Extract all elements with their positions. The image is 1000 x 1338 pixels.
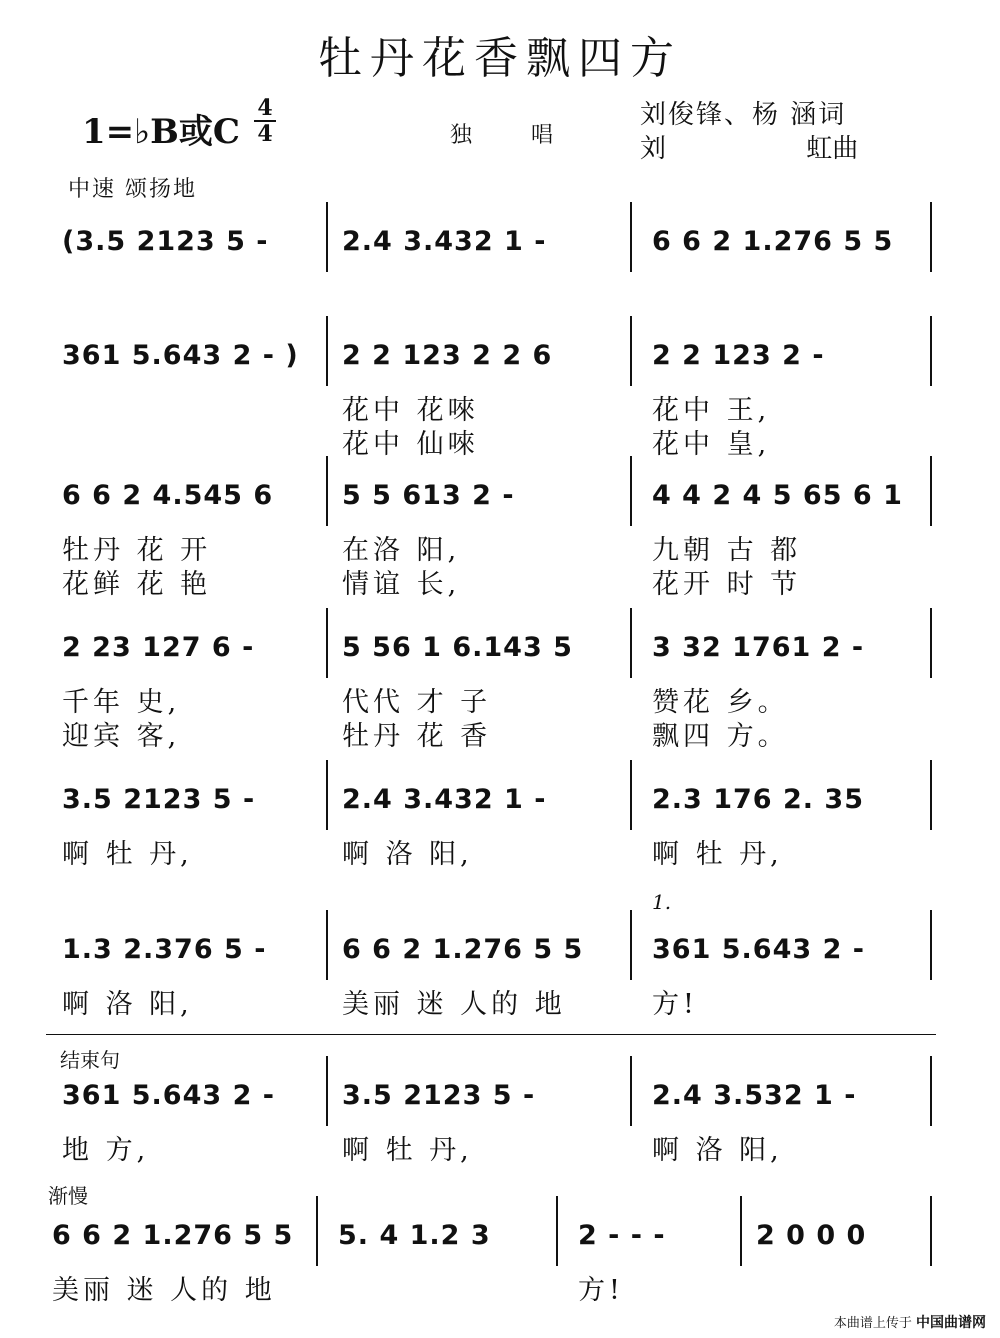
barline	[930, 456, 932, 526]
page-title: 牡丹花香飘四方	[318, 33, 682, 84]
lyric-line: 迎宾 客,	[62, 721, 181, 752]
lyric-line: 啊 牡 丹,	[342, 1135, 473, 1166]
measure-notes: 3 32 1761 2 -	[652, 632, 865, 663]
measure-notes: 3.5 2123 5 -	[342, 1080, 536, 1111]
lyric-line: 花中 花唻	[342, 395, 479, 426]
barline	[326, 1056, 328, 1126]
barline	[630, 760, 632, 830]
barline	[930, 202, 932, 272]
tempo-marking: 中速 颂扬地	[68, 177, 197, 202]
lyric-line: 情谊 长,	[342, 569, 461, 600]
barline	[930, 608, 932, 678]
barline	[326, 760, 328, 830]
lyric-line: 九朝 古 都	[652, 535, 802, 566]
measure-notes: 2.3 176 2. 35	[652, 784, 865, 815]
meter-top: 4	[254, 96, 276, 122]
time-signature	[254, 96, 276, 146]
measure-notes: 2 0 0 0	[756, 1220, 867, 1251]
lyricist-credit: 刘俊锋、杨 涵词	[640, 100, 847, 130]
barline	[930, 1196, 932, 1266]
lyric-line: 花开 时 节	[652, 569, 802, 600]
measure-notes: 5 5 613 2 -	[342, 480, 515, 511]
barline	[326, 456, 328, 526]
measure-notes: 5 56 1 6.143 5	[342, 632, 573, 663]
measure-notes: 2 - - -	[578, 1220, 666, 1251]
barline	[630, 202, 632, 272]
lyric-line: 啊 洛 阳,	[62, 989, 193, 1020]
lyric-line: 千年 史,	[62, 687, 181, 718]
barline	[556, 1196, 558, 1266]
lyric-line: 牡丹 花 香	[342, 721, 492, 752]
barline	[740, 1196, 742, 1266]
footer	[834, 1312, 986, 1332]
lyric-line: 啊 牡 丹,	[652, 839, 783, 870]
lyric-line: 地 方,	[62, 1135, 150, 1166]
barline	[630, 1056, 632, 1126]
measure-notes: 6 6 2 1.276 5 5	[652, 226, 894, 257]
lyric-line: 花中 仙唻	[342, 429, 479, 460]
measure-notes: 2 2 123 2 -	[652, 340, 825, 371]
barline	[630, 608, 632, 678]
ritardando-label: 渐慢	[48, 1184, 88, 1208]
lyric-line: 飘四 方。	[652, 721, 789, 752]
footer-site: 中国曲谱网	[916, 1315, 986, 1331]
barline	[930, 910, 932, 980]
barline	[930, 316, 932, 386]
measure-notes: 361 5.643 2 -	[652, 934, 865, 965]
footer-uploaded: 本曲谱上传于	[833, 1316, 912, 1331]
measure-notes: 2.4 3.432 1 -	[342, 226, 547, 257]
barline	[930, 1056, 932, 1126]
performance-type: 独 唱	[450, 123, 579, 148]
lyric-line: 赞花 乡。	[652, 687, 789, 718]
composer-credit: 刘 虹曲	[640, 134, 859, 164]
meter-bottom: 4	[257, 121, 273, 147]
ending-label: 结束句	[60, 1048, 120, 1072]
barline	[630, 316, 632, 386]
measure-notes: 1.3 2.376 5 -	[62, 934, 267, 965]
lyric-line: 方!	[652, 989, 698, 1020]
measure-notes: 6 6 2 1.276 5 5	[52, 1220, 294, 1251]
barline	[930, 760, 932, 830]
lyric-line: 花中 皇,	[652, 429, 771, 460]
lyric-line: 在洛 阳,	[342, 535, 461, 566]
measure-notes: 2 23 127 6 -	[62, 632, 255, 663]
measure-notes: 2.4 3.532 1 -	[652, 1080, 857, 1111]
measure-notes: 2.4 3.432 1 -	[342, 784, 547, 815]
key-signature: 1=♭B或C	[82, 112, 240, 152]
lyric-line: 代代 才 子	[342, 687, 492, 718]
barline	[630, 910, 632, 980]
lyric-line: 啊 洛 阳,	[652, 1135, 783, 1166]
measure-notes: 5. 4 1.2 3	[338, 1220, 491, 1251]
barline	[316, 1196, 318, 1266]
lyric-line: 啊 牡 丹,	[62, 839, 193, 870]
lyric-line: 美丽 迷 人的 地	[342, 989, 566, 1020]
barline	[326, 910, 328, 980]
measure-notes: 6 6 2 4.545 6	[62, 480, 274, 511]
barline	[630, 456, 632, 526]
measure-notes: 4 4 2 4 5 65 6 1	[652, 480, 903, 511]
measure-notes: 361 5.643 2 - )	[62, 340, 299, 371]
measure-notes: 3.5 2123 5 -	[62, 784, 256, 815]
barline	[326, 316, 328, 386]
measure-notes: 2 2 123 2 2 6	[342, 340, 553, 371]
section-divider	[46, 1034, 936, 1035]
barline	[326, 608, 328, 678]
lyric-line: 啊 洛 阳,	[342, 839, 473, 870]
lyric-line: 方!	[578, 1275, 624, 1306]
measure-notes: 6 6 2 1.276 5 5	[342, 934, 584, 965]
measure-notes: (3.5 2123 5 -	[62, 226, 269, 257]
lyric-line: 美丽 迷 人的 地	[52, 1275, 276, 1306]
measure-notes: 361 5.643 2 -	[62, 1080, 275, 1111]
lyric-line: 花鲜 花 艳	[62, 569, 212, 600]
barline	[326, 202, 328, 272]
volta-1-label: 1.	[652, 890, 672, 914]
lyric-line: 牡丹 花 开	[62, 535, 212, 566]
lyric-line: 花中 王,	[652, 395, 771, 426]
